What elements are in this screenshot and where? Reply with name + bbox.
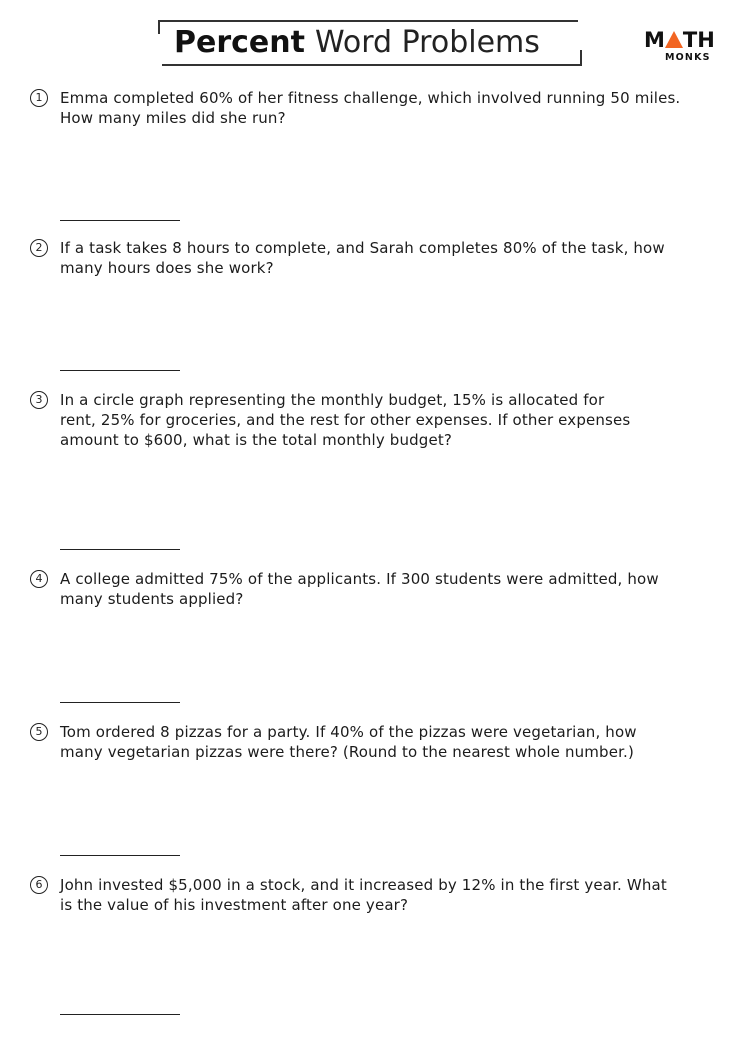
title-frame-top xyxy=(158,20,578,22)
problem-question xyxy=(60,390,720,450)
question-line: many hours does she work? xyxy=(60,259,274,277)
problem-question xyxy=(60,238,720,278)
question-line: In a circle graph representing the monthly budget, 15% is allocated for xyxy=(60,391,605,409)
triangle-a-icon xyxy=(665,31,683,48)
question-line: If a task takes 8 hours to complete, and Sarah completes 80% of the task, how xyxy=(60,239,665,257)
logo-wordmark xyxy=(644,28,715,52)
problem-question xyxy=(60,875,720,915)
problem-number-badge: 1 xyxy=(30,89,48,107)
question-line: many vegetarian pizzas were there? (Round to the nearest whole number.) xyxy=(60,743,634,761)
problem-question xyxy=(60,722,720,762)
problem-number-badge: 6 xyxy=(30,876,48,894)
question-line: is the value of his investment after one year? xyxy=(60,896,409,914)
question-line: many students applied? xyxy=(60,590,244,608)
problem-number-badge: 5 xyxy=(30,723,48,741)
problem-question xyxy=(60,88,720,128)
question-line: A college admitted 75% of the applicants. If 300 students were admitted, how xyxy=(60,570,659,588)
answer-line[interactable] xyxy=(60,855,180,856)
logo-letter-m: M xyxy=(644,28,665,52)
page-title-rest: Word Problems xyxy=(314,25,540,60)
question-line: Emma completed 60% of her fitness challenge, which involved running 50 miles. xyxy=(60,89,681,107)
problem-number-badge: 3 xyxy=(30,391,48,409)
problem-number-badge: 4 xyxy=(30,570,48,588)
question-line: Tom ordered 8 pizzas for a party. If 40% of the pizzas were vegetarian, how xyxy=(60,723,637,741)
problem-question xyxy=(60,569,720,609)
title-frame-left xyxy=(158,20,160,34)
title-box xyxy=(158,20,578,64)
problem-number-badge: 2 xyxy=(30,239,48,257)
page-title xyxy=(174,23,540,63)
answer-line[interactable] xyxy=(60,702,180,703)
logo-subtext: MONKS xyxy=(665,52,711,63)
answer-line[interactable] xyxy=(60,370,180,371)
math-monks-logo xyxy=(644,28,716,64)
question-line: rent, 25% for groceries, and the rest for other expenses. If other expenses xyxy=(60,411,631,429)
question-line: amount to $600, what is the total monthly budget? xyxy=(60,431,452,449)
title-frame-bottom xyxy=(162,64,582,66)
answer-line[interactable] xyxy=(60,1014,180,1015)
answer-line[interactable] xyxy=(60,220,180,221)
answer-line[interactable] xyxy=(60,549,180,550)
logo-letters-th: TH xyxy=(682,28,715,52)
question-line: John invested $5,000 in a stock, and it increased by 12% in the first year. What xyxy=(60,876,667,894)
question-line: How many miles did she run? xyxy=(60,109,286,127)
title-frame-right xyxy=(580,50,582,65)
page-title-bold: Percent xyxy=(174,25,305,60)
